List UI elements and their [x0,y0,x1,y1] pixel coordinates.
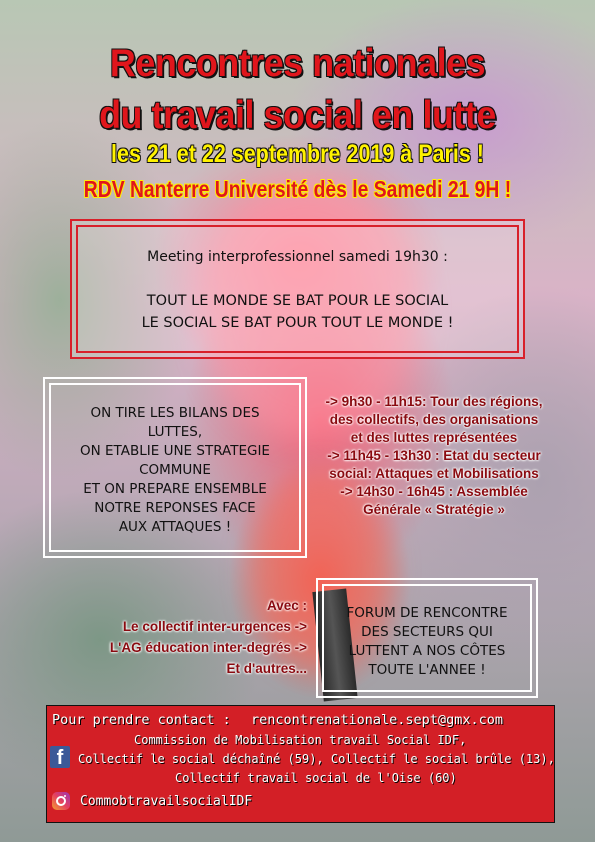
programme-line: des collectifs, des organisations [329,412,539,427]
programme [316,393,552,519]
partners-heading: Avec : [266,598,307,613]
partner-item: L'AG éducation inter-degrés -> [109,640,307,655]
programme-line: et des luttes représentées [350,430,518,445]
bilans-line: ET ON PREPARE ENSEMBLE [83,481,267,497]
contact-line-2: Collectif le social déchaîné (59), Collectif le social brûle (13), [78,752,555,766]
bilans-line: AUX ATTAQUES ! [118,519,232,535]
contact-line-3: Collectif travail social de l'Oise (60) [175,771,457,785]
programme-line: -> 9h30 - 11h15: Tour des régions, [325,394,543,409]
meeting-box [70,219,525,359]
contact-line-1: Commission de Mobilisation travail Social IDF, [134,733,467,747]
event-date: les 21 et 22 septembre 2019 à Paris ! [111,140,484,168]
title-line-2: du travail social en lutte [99,94,496,137]
forum-box [316,578,538,698]
bilans-line: ON TIRE LES BILANS DES [90,405,260,421]
contact-label: Pour prendre contact : [52,712,231,728]
forum-text [318,604,536,680]
bilans-line: COMMUNE [139,462,211,478]
contact-email[interactable]: rencontrenationale.sept@gmx.com [251,712,503,728]
programme-line: social: Attaques et Mobilisations [329,466,539,481]
facebook-icon[interactable]: f [50,746,70,768]
bilans-line: LUTTES, [147,424,203,440]
forum-line: FORUM DE RENCONTRE [346,605,508,621]
bilans-line: NOTRE REPONSES FACE [94,500,256,516]
meeting-intro: Meeting interprofessionnel samedi 19h30 : [147,249,448,265]
partners-list [47,595,307,679]
bilans-line: ON ETABLIE UNE STRATEGIE [80,443,270,459]
partner-item: Le collectif inter-urgences -> [122,619,307,634]
meeting-slogan-2: LE SOCIAL SE BAT POUR TOUT LE MONDE ! [141,315,454,331]
programme-line: Générale « Stratégie » [363,502,505,517]
rdv-location: RDV Nanterre Université dès le Samedi 21 9H ! [83,176,512,202]
instagram-icon[interactable] [52,792,70,810]
forum-line: LUTTENT A NOS CÔTES [348,643,506,659]
bilans-box [43,377,307,558]
meeting-slogan-1: TOUT LE MONDE SE BAT POUR LE SOCIAL [146,293,449,309]
forum-line: DES SECTEURS QUI [361,624,493,640]
programme-line: -> 14h30 - 16h45 : Assemblée [340,484,528,499]
instagram-handle[interactable]: CommobtravailsocialIDF [80,794,253,809]
forum-line: TOUTE L'ANNEE ! [368,662,486,678]
programme-line: -> 11h45 - 13h30 : Etat du secteur [327,448,541,463]
title-line-1: Rencontres nationales [109,42,486,85]
bilans-text [45,404,305,537]
partner-item: Et d'autres... [226,661,307,676]
